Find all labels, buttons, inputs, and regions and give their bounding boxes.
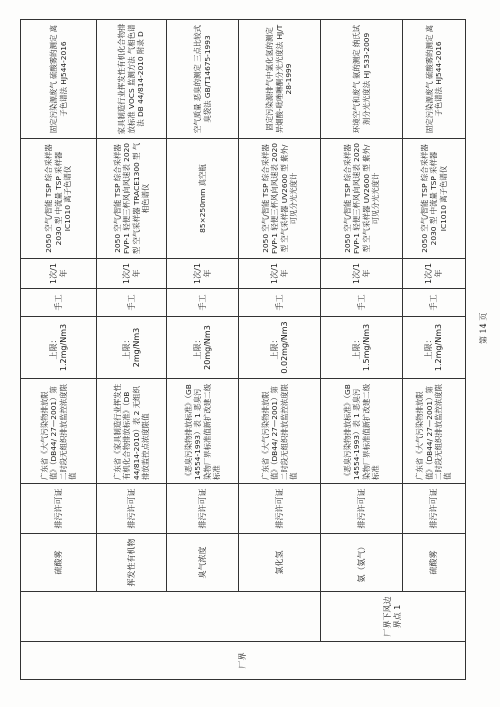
analysis-cell: 空气质量 恶臭的测定 三点比较式臭袋法 GB/T14675-1993 xyxy=(167,20,239,139)
standard-cell: 广东省《家具制造行业挥发性有机化合物排放标准》（DB 44/814-2010）表 2 无组织排放监控点浓度限值 xyxy=(97,379,167,484)
limit-cell: 上限：0.02mg/Nm3 xyxy=(239,317,321,379)
monitoring-table xyxy=(20,19,466,680)
table-row xyxy=(21,20,97,680)
standard-cell: 《恶臭污染物排放标准》（GB 14554-1993）表 1 恶臭污染物厂界标准值新扩改建二级标准 xyxy=(167,379,239,484)
analysis-cell: 家具制造行业挥发性有机化合物排放标准 VOCS 监测方法 气相色谱法 DB 44/814-2010 附录 D xyxy=(97,20,167,139)
method-type-cell: 手工 xyxy=(321,289,403,317)
doc-type-cell: 排污许可证 xyxy=(321,484,403,534)
table-row xyxy=(321,20,403,680)
frequency-cell: 1次/1年 xyxy=(167,259,239,289)
pollutant-cell: 硫酸雾 xyxy=(21,534,97,592)
standard-cell: 广东省《大气污染物排放限值》（DB44/ 27—2001）第二时段无组织排放监控浓度限值 xyxy=(239,379,321,484)
pollutant-cell: 氯化氢 xyxy=(239,534,321,592)
scope-cell: 厂界 xyxy=(21,642,466,680)
equipment-cell: 85×250mm 真空瓶 xyxy=(167,139,239,259)
doc-type-cell: 排污许可证 xyxy=(239,484,321,534)
pollutant-cell: 挥发性有机物 xyxy=(97,534,167,592)
limit-cell: 上限：2mg/Nm3 xyxy=(97,317,167,379)
frequency-cell: 1次/1年 xyxy=(321,259,403,289)
equipment-cell: 2050 空气/智能 TSP 综合采样器 FVP-1 轻便三杯风向风速表 2020 型 空气采样器 UV2600 型 紫外/可见分光光度计 xyxy=(321,139,403,259)
standard-cell: 广东省《大气污染物排放限值》（DB44/ 27—2001）第二时段无组织排放监控浓度限值 xyxy=(21,379,97,484)
rotated-table-container xyxy=(20,20,465,680)
table-row xyxy=(167,20,239,680)
doc-type-cell: 排污许可证 xyxy=(21,484,97,534)
limit-cell: 上限：1.2mg/Nm3 xyxy=(21,317,97,379)
frequency-cell: 1次/1年 xyxy=(239,259,321,289)
analysis-cell: 环境空气和废气 氨的测定 纳氏试剂分光光度法 HJ 533-2009 xyxy=(321,20,403,139)
method-type-cell: 手工 xyxy=(167,289,239,317)
equipment-cell: 2050 空气/智能 TSP 综合采样器 FVP-1 轻便三杯风向风速表 2020 型 空气采样器 TRACE1300 型 气相色谱仪 xyxy=(97,139,167,259)
method-type-cell: 手工 xyxy=(21,289,97,317)
doc-type-cell: 排污许可证 xyxy=(167,484,239,534)
standard-cell: 广东省《大气污染物排放限值》（DB44/ 27—2001）第二时段无组织排放监控浓度限值 xyxy=(403,379,466,484)
frequency-cell: 1次/1年 xyxy=(97,259,167,289)
pollutant-cell: 硫酸雾 xyxy=(403,534,466,592)
table-row xyxy=(403,20,466,680)
limit-cell: 上限：20mg/Nm3 xyxy=(167,317,239,379)
pollutant-cell: 氨（氨气） xyxy=(321,534,403,592)
empty-cell xyxy=(21,592,321,642)
standard-cell: 《恶臭污染物排放标准》（GB 14554-1993）表 1 恶臭污染物厂界标准值新扩改建二级标准 xyxy=(321,379,403,484)
doc-type-cell: 排污许可证 xyxy=(97,484,167,534)
frequency-cell: 1次/1年 xyxy=(403,259,466,289)
method-type-cell: 手工 xyxy=(403,289,466,317)
scope-subcell: 厂界下风边界点 1 xyxy=(321,592,466,642)
analysis-cell: 固定污染源废气 硫酸雾的测定 离子色谱法 HJ544-2016 xyxy=(21,20,97,139)
table-row xyxy=(97,20,167,680)
doc-type-cell: 排污许可证 xyxy=(403,484,466,534)
table-row xyxy=(239,20,321,680)
equipment-cell: 2050 空气/智能 TSP 综合采样器 FVP-1 轻便三杯风向风速表 2020 型 空气采样器 UV2600 型 紫外/可见分光光度计 xyxy=(239,139,321,259)
analysis-cell: 固定污染源排气中氯化氢的测定 异烟酸-吡唑啉酮分光光度法 HJ/T 28-1999 xyxy=(239,20,321,139)
equipment-cell: 2050 空气/智能 TSP 综合采样器 2030 型 中流量 TSP 采样器 IC1010 离子色谱仪 xyxy=(403,139,466,259)
method-type-cell: 手工 xyxy=(239,289,321,317)
equipment-cell: 2050 空气/智能 TSP 综合采样器 2030 型 中流量 TSP 采样器 IC1010 离子色谱仪 xyxy=(21,139,97,259)
analysis-cell: 固定污染源废气 硫酸雾的测定 离子色谱法 HJ544-2016 xyxy=(403,20,466,139)
pollutant-cell: 臭气浓度 xyxy=(167,534,239,592)
limit-cell: 上限：1.5mg/Nm3 xyxy=(321,317,403,379)
page-number: 第 14 页 xyxy=(479,312,488,344)
frequency-cell: 1次/1年 xyxy=(21,259,97,289)
method-type-cell: 手工 xyxy=(97,289,167,317)
limit-cell: 上限：1.2mg/Nm3 xyxy=(403,317,466,379)
